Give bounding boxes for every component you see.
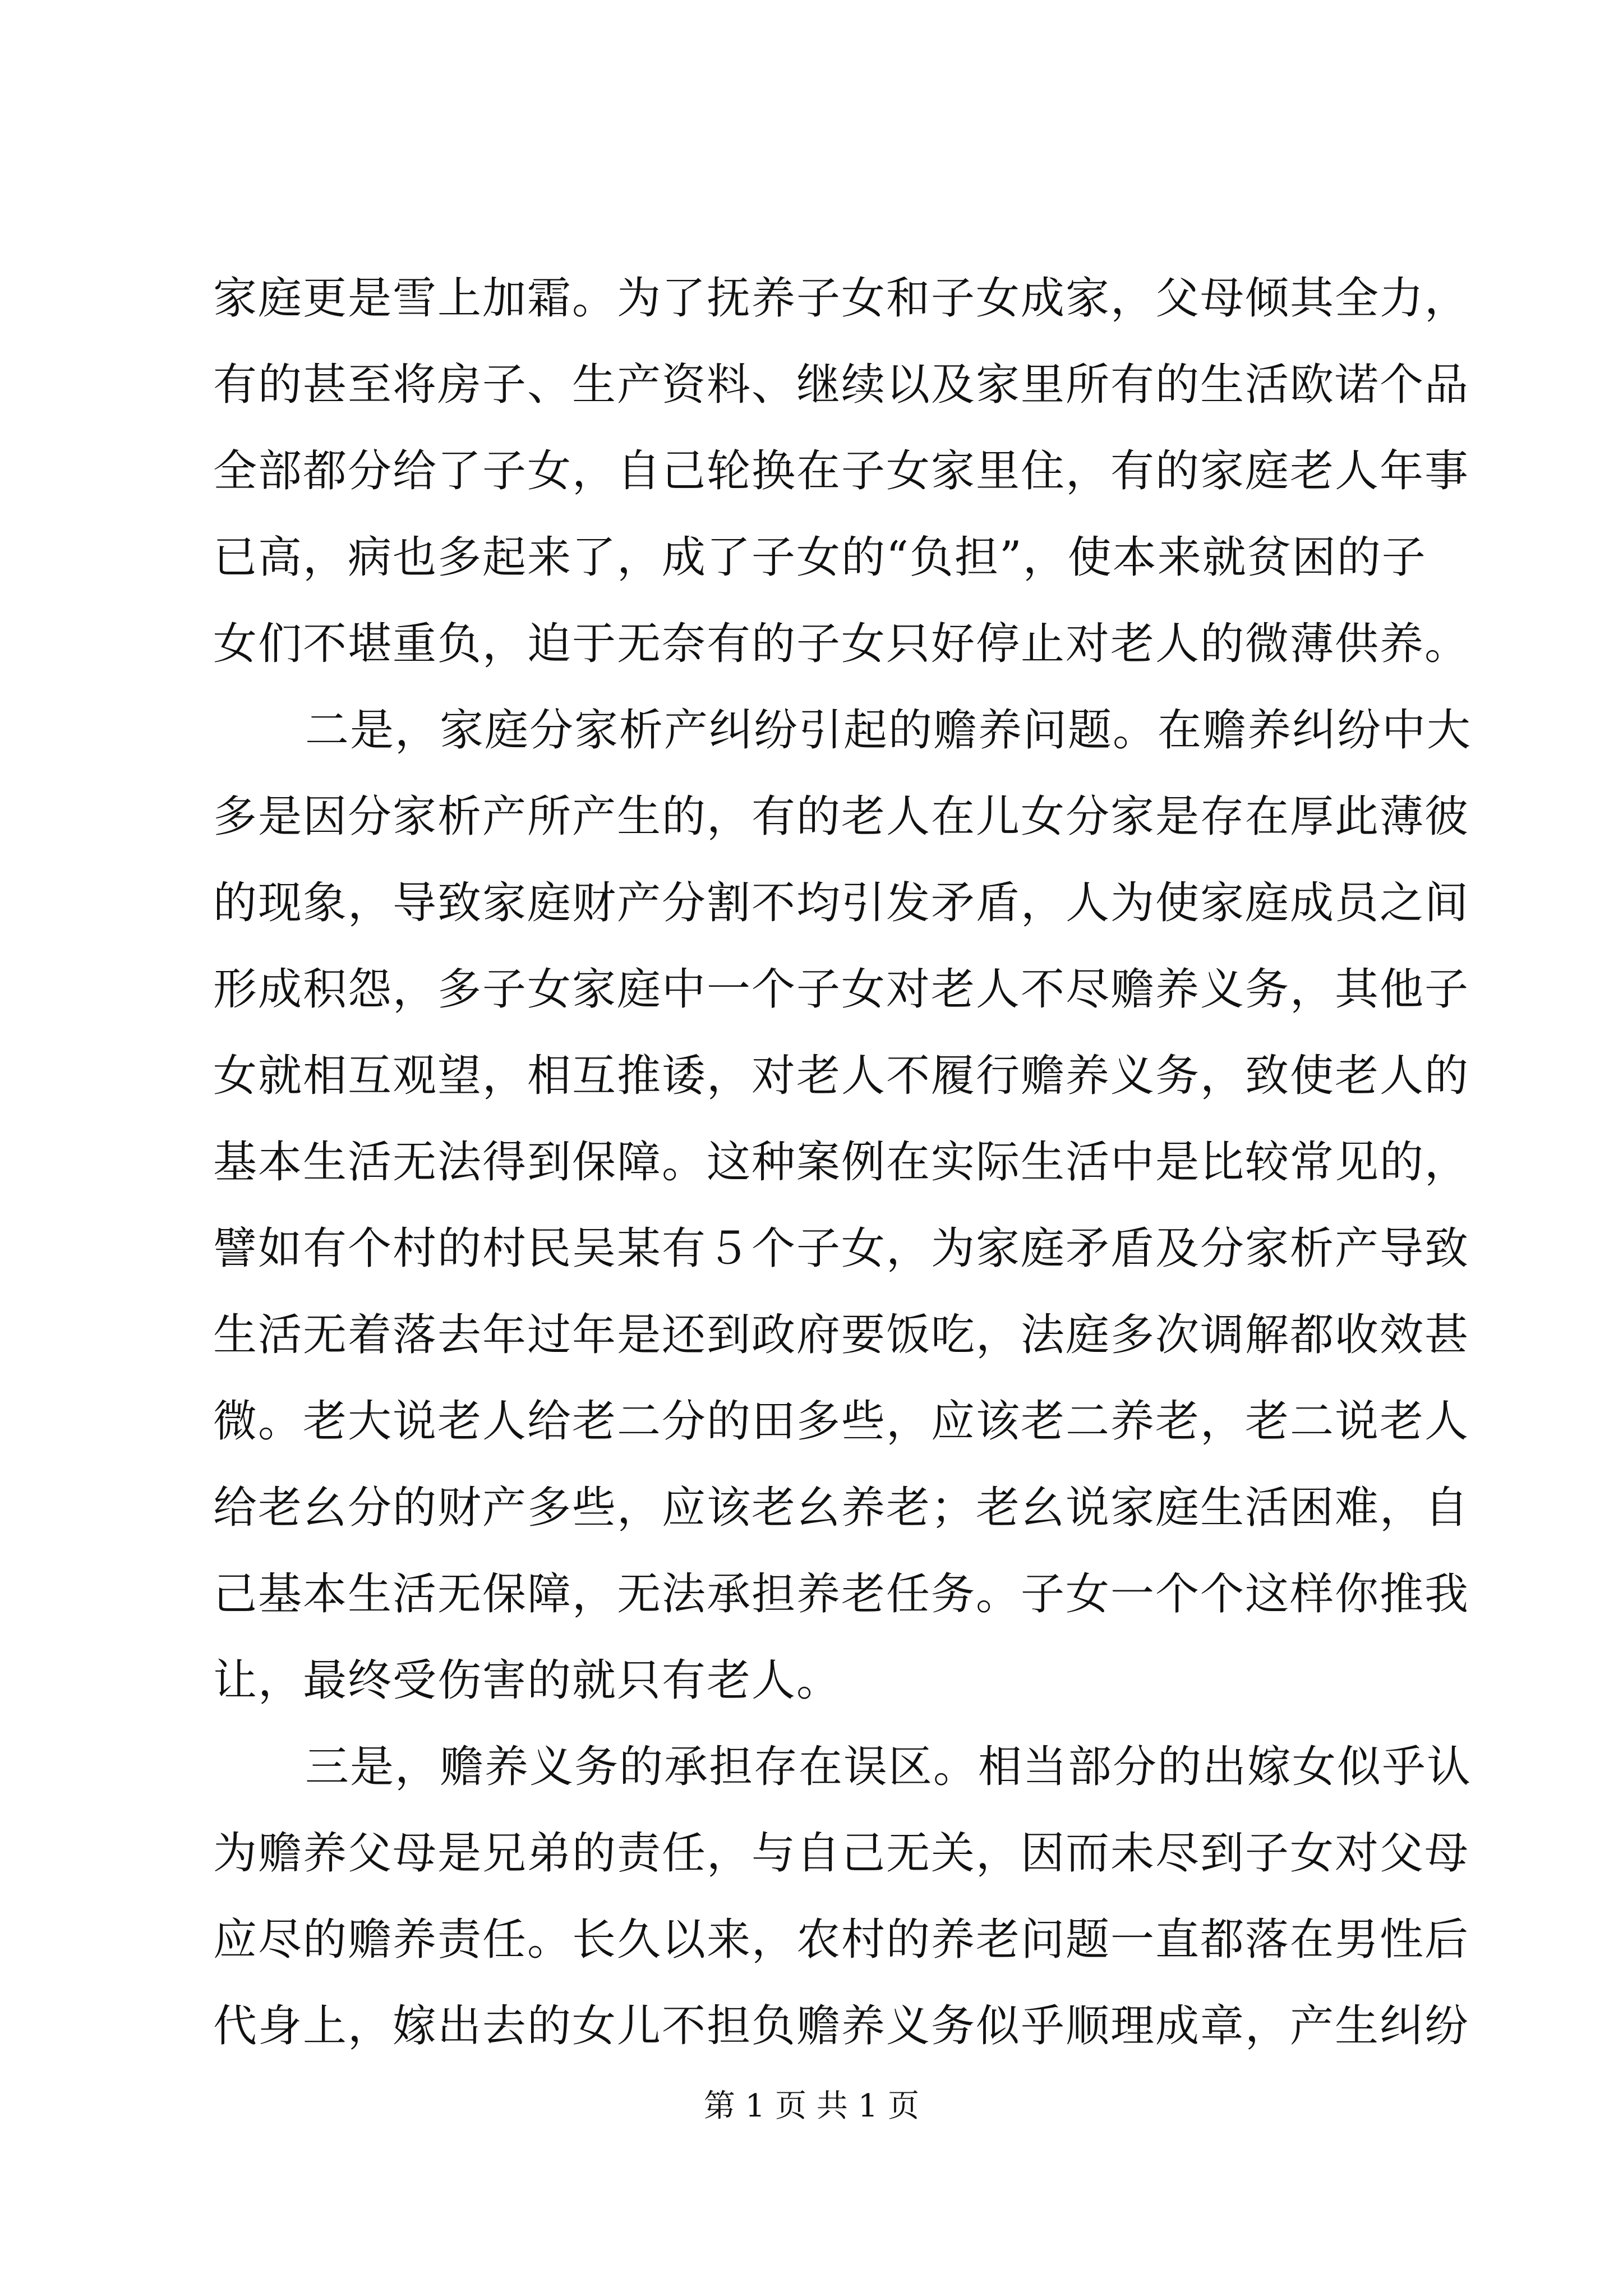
text-line: 基本生活无法得到保障。这种案例在实际生活中是比较常见的， [213,1137,1470,1188]
text-line: 家庭更是雪上加霜。为了抚养子女和子女成家，父母倾其全力， [213,273,1470,324]
paragraph-start-line: 二是，家庭分家析产纠纷引起的赡养问题。在赡养纠纷中大 [305,705,1472,756]
text-line: 全部都分给了子女，自己轮换在子女家里住，有的家庭老人年事 [213,446,1470,496]
text-line: 让，最终受伤害的就只有老人。 [213,1655,842,1706]
document-body [213,255,1472,2069]
text-line: 微。老大说老人给老二分的田多些，应该老二养老，老二说老人 [213,1396,1470,1447]
text-line: 代身上，嫁出去的女儿不担负赡养义务似乎顺理成章，产生纠纷 [213,2001,1470,2051]
text-line: 女们不堪重负，迫于无奈有的子女只好停止对老人的微薄供养。 [213,619,1470,669]
text-line: 有的甚至将房子、生产资料、继续以及家里所有的生活欧诺个品 [213,360,1470,410]
paragraph-start-line: 三是，赡养义务的承担存在误区。相当部分的出嫁女似乎认 [305,1742,1472,1792]
text-line: 的现象，导致家庭财产分割不均引发矛盾，人为使家庭成员之间 [213,878,1470,928]
text-line: 形成积怨，多子女家庭中一个子女对老人不尽赡养义务，其他子 [213,964,1470,1015]
text-line: 己基本生活无保障，无法承担养老任务。子女一个个这样你推我 [213,1569,1470,1619]
page-number-footer: 第 1 页 共 1 页 [703,2088,920,2124]
text-line: 女就相互观望，相互推诿，对老人不履行赡养义务，致使老人的 [213,1051,1470,1101]
text-line: 给老幺分的财产多些，应该老幺养老；老幺说家庭生活困难，自 [213,1483,1470,1533]
text-line: 譬如有个村的村民吴某有５个子女，为家庭矛盾及分家析产导致 [213,1223,1470,1274]
text-line: 多是因分家析产所产生的，有的老人在儿女分家是存在厚此薄彼 [213,792,1470,842]
text-line: 生活无着落去年过年是还到政府要饭吃，法庭多次调解都收效甚 [213,1310,1470,1360]
text-line: 应尽的赡养责任。长久以来，农村的养老问题一直都落在男性后 [213,1915,1470,1965]
text-line: 为赡养父母是兄弟的责任，与自己无关，因而未尽到子女对父母 [213,1828,1470,1879]
text-line: 已高，病也多起来了，成了子女的“负担”，使本来就贫困的子 [213,532,1427,583]
